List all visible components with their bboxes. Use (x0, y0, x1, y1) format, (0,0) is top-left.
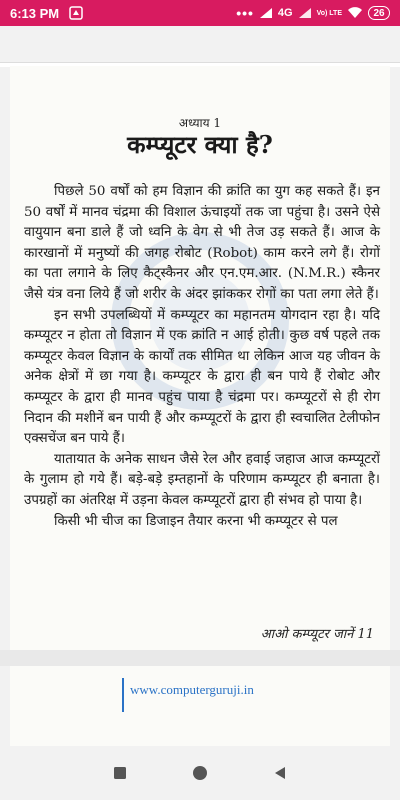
home-button[interactable] (188, 761, 212, 785)
chapter-title: कम्प्यूटर क्या है? (127, 130, 273, 159)
signal-icon (259, 7, 273, 19)
more-notifications-icon: ••• (236, 5, 254, 21)
recent-apps-icon (113, 766, 127, 780)
home-icon (191, 764, 209, 782)
status-bar (0, 0, 400, 26)
paragraph-4: किसी भी चीज का डिजाइन तैयार करना भी कम्प्यूटर से पल (54, 513, 338, 529)
page-footer: आओ कम्प्यूटर जानें 11 (260, 627, 374, 642)
volte-badge: Vo) LTE (316, 9, 342, 17)
paragraph-1: पिछले 50 वर्षों को हम विज्ञान की क्रांति का युग कह सकते हैं। इन 50 वर्षों में मानव चंद्रमा की विशाल ऊंचाइयों तक जा पहुंचा है। उसने ऐसे वायुयान बना डाले हैं जो ध्वनि के वेग से भी तेज उड़ सकते हैं। आज के कारखानों में मनुष्यों की जगह रोबोट (Robot) काम करने लगे हैं। रोगों का पता लगाने के लिए कैट्स्कैनर और एन.एम.आर. (N.M.R.) स्कैनर जैसे यंत्र वना लिये हैं जो शरीर के अंदर झांककर रोगों का पता लगा लेते हैं। (24, 184, 380, 302)
navigation-bar (0, 746, 400, 800)
status-right (236, 5, 390, 21)
wifi-icon (347, 7, 363, 19)
website-url: www.computerguruji.in (130, 682, 254, 697)
back-button[interactable] (268, 761, 292, 785)
paragraph-2: इन सभी उपलब्धियों में कम्प्यूटर का महानतम योगदान रहा है। यदि कम्प्यूटर न होता तो विज्ञान में एक क्रांति न आई होती। कुछ वर्ष पहले तक कम्प्यूटर केवल विज्ञान के कार्यों तक सीमित था लेकिन आज यह जीवन के अनेक क्षेत्रों में छा गया है। कम्प्यूटर के द्वारा ही बन पाये हैं रोबोट और कम्प्यूटर के द्वारा ही मानव पहुंच पाया है चंद्रमा पर। कम्प्यूटरों से ही रोग निदान की मशीनें बन पायी हैं और कम्प्यूटरों के द्वारा ही स्वचालित टेलीफोन एक्सचेंज बन पाये हैं। (24, 307, 380, 447)
url-accent-line (122, 678, 124, 712)
network-type: 4G (277, 7, 293, 19)
chapter-number: अध्याय 1 (178, 116, 222, 130)
chapter-body (24, 182, 380, 532)
paragraph-3: यातायात के अनेक साधन जैसे रेल और हवाई जहाज आज कम्प्यूटरों के गुलाम हो गये हैं। बड़े-बड़े इम्तहानों के परिणाम कम्प्यूटर ही बनाता है। उपग्रहों का अंतरिक्ष में उड़ना केवल कम्प्यूटरों द्वारा ही संभव हो पाया है। (24, 451, 380, 508)
status-left (10, 6, 83, 21)
book-page[interactable] (10, 66, 390, 650)
recent-apps-button[interactable] (108, 761, 132, 785)
back-icon (272, 765, 288, 781)
signal-icon-2 (298, 7, 312, 19)
next-page[interactable] (10, 666, 390, 746)
notification-app-icon (69, 6, 83, 20)
battery-indicator: 26 (368, 6, 390, 20)
page-separator (0, 650, 400, 666)
status-time: 6:13 PM (10, 5, 60, 21)
